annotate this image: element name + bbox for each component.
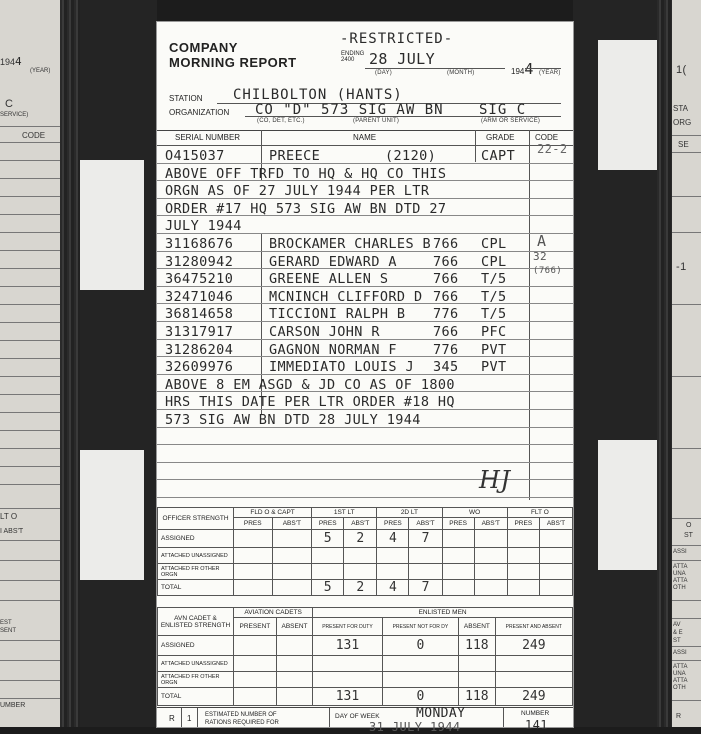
soldier-name: TICCIONI RALPH B bbox=[269, 306, 406, 323]
soldier-name: MCNINCH CLIFFORD D bbox=[269, 288, 423, 305]
remark-line bbox=[157, 181, 573, 199]
officer-count-cell bbox=[272, 530, 312, 548]
right-assi: ASSI bbox=[673, 549, 687, 555]
grade: PVT bbox=[481, 359, 507, 376]
rations-required-label: RATIONS REQUIRED FOR bbox=[205, 720, 279, 726]
margin-note-c: (766) bbox=[533, 266, 563, 276]
officer-count-cell bbox=[539, 530, 572, 548]
entry-extra: (2120) bbox=[385, 148, 437, 164]
soldier-name: GAGNON NORMAN F bbox=[269, 341, 397, 358]
personnel-entry bbox=[157, 340, 573, 358]
morning-report-card bbox=[157, 22, 573, 734]
enlisted-count-cell bbox=[234, 688, 277, 706]
officer-count-cell bbox=[272, 580, 312, 596]
abst-label: I ABS'T bbox=[0, 528, 24, 535]
year-prefix: 194 bbox=[511, 67, 525, 76]
enlisted-count-cell: 0 bbox=[382, 636, 458, 656]
officer-count-cell bbox=[474, 580, 507, 596]
officer-count-cell bbox=[474, 564, 507, 580]
officer-count-cell bbox=[539, 548, 572, 564]
restricted-stamp: -RESTRICTED- bbox=[340, 31, 454, 47]
station-value: CHILBOLTON (HANTS) bbox=[233, 87, 403, 103]
soldier-name: GREENE ALLEN S bbox=[269, 271, 389, 288]
enl-row-attached-fr: ATTACHED FR OTHER ORGN bbox=[158, 672, 234, 688]
remark-text: ABOVE 8 EM ASGD & JD CO AS OF 1800 bbox=[165, 376, 455, 393]
enlisted-count-cell bbox=[459, 672, 495, 688]
company-label: COMPANY bbox=[169, 40, 238, 55]
present-for-duty-header: PRESENT FOR DUTY bbox=[313, 618, 382, 636]
officer-count-cell: 2 bbox=[344, 580, 377, 596]
sub-header: ABS'T bbox=[344, 518, 377, 530]
right-top-text: 1( bbox=[676, 64, 687, 76]
mos-code: 766 bbox=[433, 236, 459, 252]
enlisted-count-cell bbox=[495, 672, 572, 688]
right-av: AV bbox=[673, 622, 681, 628]
mos-code: 776 bbox=[433, 341, 459, 358]
cadet-absent-header: ABSENT bbox=[276, 618, 312, 636]
grade-header: GRADE bbox=[486, 133, 515, 142]
service-value: C bbox=[5, 98, 14, 110]
group-1st-lt: 1ST LT bbox=[312, 508, 377, 518]
sub-header: PRES bbox=[312, 518, 344, 530]
group-flt-o: FLT O bbox=[507, 508, 572, 518]
row-total: TOTAL bbox=[158, 580, 234, 596]
officer-strength-table bbox=[157, 507, 573, 596]
serial-number: 32609976 bbox=[165, 359, 234, 376]
officer-count-cell bbox=[507, 564, 539, 580]
left-adjacent-card bbox=[0, 0, 60, 727]
personnel-entry bbox=[157, 234, 573, 252]
right-se: SE bbox=[678, 140, 689, 149]
absent-label: SENT bbox=[0, 628, 17, 634]
enlisted-count-cell bbox=[382, 672, 458, 688]
enlisted-count-cell bbox=[234, 636, 277, 656]
enlisted-men-header: ENLISTED MEN bbox=[313, 608, 573, 618]
grade: CAPT bbox=[481, 148, 516, 164]
right-light-panel bbox=[598, 40, 658, 170]
year-field bbox=[511, 60, 534, 78]
cadet-present-header: PRESENT bbox=[234, 618, 277, 636]
sub-header: PRES bbox=[507, 518, 539, 530]
right-atta2: ATTA bbox=[673, 578, 688, 584]
officer-count-cell: 2 bbox=[344, 530, 377, 548]
row-assigned: ASSIGNED bbox=[158, 530, 234, 548]
mos-code: 766 bbox=[433, 324, 459, 340]
enlisted-strength-table bbox=[157, 607, 573, 706]
organization-value: CO "D" 573 SIG AW BN bbox=[255, 102, 444, 118]
mos-code: 766 bbox=[433, 253, 459, 270]
serial-number: O415037 bbox=[165, 148, 225, 164]
number-value: 141 bbox=[525, 718, 548, 732]
right-st2: ST bbox=[673, 638, 681, 644]
enlisted-count-cell bbox=[276, 656, 312, 672]
officer-count-cell bbox=[344, 564, 377, 580]
grade: T/5 bbox=[481, 306, 507, 323]
soldier-name: IMMEDIATO LOUIS J bbox=[269, 359, 414, 376]
remark-line bbox=[157, 375, 573, 393]
serial-number: 36475210 bbox=[165, 271, 234, 288]
year-label: (YEAR) bbox=[30, 68, 51, 74]
enlisted-count-cell bbox=[276, 672, 312, 688]
officer-count-cell bbox=[442, 530, 474, 548]
em-absent-header: ABSENT bbox=[459, 618, 495, 636]
officer-count-cell bbox=[409, 548, 442, 564]
officer-count-cell bbox=[474, 548, 507, 564]
present-label: EST bbox=[0, 620, 12, 626]
day-label: (DAY) bbox=[375, 70, 392, 76]
right-atta3: ATTA bbox=[673, 664, 688, 670]
officer-count-cell: 4 bbox=[377, 530, 409, 548]
officer-count-cell bbox=[507, 580, 539, 596]
personnel-entry bbox=[157, 252, 573, 270]
left-light-panel-2 bbox=[80, 450, 144, 580]
right-o: O bbox=[686, 522, 692, 529]
sub-header: ABS'T bbox=[409, 518, 442, 530]
estimated-rations-label: ESTIMATED NUMBER OF bbox=[205, 712, 277, 718]
mos-code: 766 bbox=[433, 271, 459, 288]
right-sta: STA bbox=[673, 104, 688, 113]
remark-line bbox=[157, 164, 573, 182]
name-header: NAME bbox=[353, 133, 377, 142]
enlisted-count-cell: 118 bbox=[459, 688, 495, 706]
personnel-entry bbox=[157, 146, 573, 164]
grade: T/5 bbox=[481, 271, 507, 288]
sub-header: ABS'T bbox=[272, 518, 312, 530]
margin-note-a: A bbox=[537, 232, 547, 250]
remark-text: ORDER #17 HQ 573 SIG AW BN DTD 27 bbox=[165, 200, 447, 217]
officer-count-cell bbox=[539, 564, 572, 580]
enl-row-assigned: ASSIGNED bbox=[158, 636, 234, 656]
co-det-label: (CO, DET, ETC.) bbox=[257, 118, 305, 124]
remark-text: 573 SIG AW BN DTD 28 JULY 1944 bbox=[165, 412, 421, 428]
serial-number: 36814658 bbox=[165, 306, 234, 323]
soldier-name: BROCKAMER CHARLES B bbox=[269, 236, 432, 252]
present-and-absent-header: PRESENT AND ABSENT bbox=[495, 618, 572, 636]
officer-count-cell bbox=[442, 548, 474, 564]
soldier-name: CARSON JOHN R bbox=[269, 324, 380, 340]
arm-service-label: (ARM OR SERVICE) bbox=[481, 118, 541, 124]
sub-header: PRES bbox=[234, 518, 273, 530]
officer-count-cell bbox=[539, 580, 572, 596]
soldier-name: PREECE bbox=[269, 148, 321, 164]
officer-count-cell bbox=[234, 548, 273, 564]
sub-header: ABS'T bbox=[539, 518, 572, 530]
right-una2: UNA bbox=[673, 671, 686, 677]
ending-time: 2400 bbox=[341, 57, 355, 63]
officer-count-cell bbox=[377, 564, 409, 580]
station-label: STATION bbox=[169, 94, 203, 103]
officer-count-cell bbox=[272, 548, 312, 564]
right-st: ST bbox=[684, 532, 693, 539]
remark-text: ABOVE OFF TRFD TO HQ & HQ CO THIS bbox=[165, 165, 447, 182]
footer-one: 1 bbox=[187, 714, 192, 723]
enlisted-count-cell: 0 bbox=[382, 688, 458, 706]
officer-count-cell: 4 bbox=[377, 580, 409, 596]
grade: CPL bbox=[481, 253, 507, 270]
officer-count-cell bbox=[377, 548, 409, 564]
officer-count-cell: 7 bbox=[409, 580, 442, 596]
mos-code: 766 bbox=[433, 288, 459, 305]
present-not-for-duty-header: PRESENT NOT FOR DY bbox=[382, 618, 458, 636]
year-digit: 4 bbox=[524, 60, 534, 78]
soldier-name: GERARD EDWARD A bbox=[269, 253, 397, 270]
enlisted-count-cell bbox=[313, 656, 382, 672]
remark-line bbox=[157, 410, 573, 428]
officer-count-cell bbox=[507, 548, 539, 564]
enl-row-total: TOTAL bbox=[158, 688, 234, 706]
left-background bbox=[80, 0, 157, 727]
serial-number: 31168676 bbox=[165, 236, 234, 252]
officer-count-cell bbox=[507, 530, 539, 548]
year-label: (YEAR) bbox=[539, 70, 561, 76]
officer-count-cell bbox=[442, 580, 474, 596]
remark-text: HRS THIS DATE PER LTR ORDER #18 HQ bbox=[165, 394, 455, 411]
officer-count-cell bbox=[234, 564, 273, 580]
enlisted-count-cell bbox=[313, 672, 382, 688]
officer-count-cell bbox=[409, 564, 442, 580]
right-atta4: ATTA bbox=[673, 678, 688, 684]
group-wo: WO bbox=[442, 508, 507, 518]
grade: PVT bbox=[481, 341, 507, 358]
group-2d-lt: 2D LT bbox=[377, 508, 442, 518]
enlisted-count-cell: 118 bbox=[459, 636, 495, 656]
morning-report-label: MORNING REPORT bbox=[169, 55, 297, 70]
aviation-cadets-header: AVIATION CADETS bbox=[234, 608, 313, 618]
serial-number: 31317917 bbox=[165, 324, 234, 340]
officer-count-cell bbox=[234, 580, 273, 596]
sub-header: ABS'T bbox=[474, 518, 507, 530]
enlisted-count-cell: 131 bbox=[313, 636, 382, 656]
mos-code: 345 bbox=[433, 359, 459, 376]
left-light-panel bbox=[80, 160, 144, 290]
code-note: 22-2 bbox=[537, 142, 568, 156]
enlisted-count-cell bbox=[276, 688, 312, 706]
report-date: 28 JULY bbox=[369, 50, 436, 68]
remark-text: JULY 1944 bbox=[165, 218, 242, 235]
serial-number-header: SERIAL NUMBER bbox=[175, 133, 241, 142]
service-value: SIG C bbox=[479, 102, 527, 118]
organization-label: ORGANIZATION bbox=[169, 108, 230, 117]
personnel-entry bbox=[157, 287, 573, 305]
serial-number: 32471046 bbox=[165, 288, 234, 305]
officer-count-cell bbox=[474, 530, 507, 548]
enlisted-strength-title: AVN CADET & ENLISTED STRENGTH bbox=[158, 608, 234, 636]
grade: CPL bbox=[481, 236, 507, 252]
right-org: ORG bbox=[673, 118, 692, 127]
personnel-entry bbox=[157, 322, 573, 340]
enlisted-count-cell bbox=[234, 672, 277, 688]
service-label: SERVICE) bbox=[0, 112, 29, 118]
right-una: UNA bbox=[673, 571, 686, 577]
fld-o-label: LT O bbox=[0, 512, 18, 521]
right-r: R bbox=[676, 713, 682, 720]
serial-number: 31280942 bbox=[165, 253, 234, 270]
officer-count-cell: 5 bbox=[312, 580, 344, 596]
grade: T/5 bbox=[481, 288, 507, 305]
ending-label: ENDING bbox=[341, 51, 365, 57]
enl-row-attached-unassigned: ATTACHED UNASSIGNED bbox=[158, 656, 234, 672]
day-of-week-label: DAY OF WEEK bbox=[335, 713, 380, 720]
footer-r: R bbox=[169, 714, 175, 723]
year-digit: 4 bbox=[15, 55, 23, 68]
officer-count-cell bbox=[234, 530, 273, 548]
right-light-panel-2 bbox=[598, 440, 658, 570]
enlisted-count-cell: 249 bbox=[495, 688, 572, 706]
number-label: UMBER bbox=[0, 702, 26, 709]
officer-count-cell bbox=[272, 564, 312, 580]
enlisted-count-cell bbox=[382, 656, 458, 672]
left-file-strip bbox=[60, 0, 80, 727]
officer-count-cell bbox=[344, 548, 377, 564]
grade: PFC bbox=[481, 324, 507, 340]
initials-signature: HJ bbox=[479, 466, 511, 494]
row-attached-unassigned: ATTACHED UNASSIGNED bbox=[158, 548, 234, 564]
right-dash: -1 bbox=[676, 261, 687, 273]
enlisted-count-cell bbox=[459, 656, 495, 672]
enlisted-count-cell bbox=[234, 656, 277, 672]
right-oth: OTH bbox=[673, 585, 686, 591]
officer-count-cell bbox=[312, 564, 344, 580]
right-oth2: OTH bbox=[673, 685, 686, 691]
remark-line bbox=[157, 199, 573, 217]
serial-number: 31286204 bbox=[165, 341, 234, 358]
mos-code: 776 bbox=[433, 306, 459, 323]
number-label: NUMBER bbox=[521, 710, 550, 717]
enlisted-count-cell bbox=[495, 656, 572, 672]
right-file-strip bbox=[657, 0, 672, 727]
remark-text: ORGN AS OF 27 JULY 1944 PER LTR bbox=[165, 183, 430, 200]
row-attached-fr: ATTACHED FR OTHER ORGN bbox=[158, 564, 234, 580]
code-header: CODE bbox=[535, 133, 559, 142]
right-atta: ATTA bbox=[673, 564, 688, 570]
officer-count-cell: 7 bbox=[409, 530, 442, 548]
officer-count-cell: 5 bbox=[312, 530, 344, 548]
personnel-entry bbox=[157, 304, 573, 322]
remark-line bbox=[157, 216, 573, 234]
personnel-entry bbox=[157, 357, 573, 375]
right-and-e: & E bbox=[673, 630, 683, 636]
personnel-entry bbox=[157, 269, 573, 287]
officer-count-cell bbox=[312, 548, 344, 564]
sub-header: PRES bbox=[377, 518, 409, 530]
officer-count-cell bbox=[442, 564, 474, 580]
margin-note-b: 32 bbox=[533, 250, 548, 263]
right-adjacent-card bbox=[672, 0, 701, 727]
year-text: 194 bbox=[0, 57, 16, 67]
day-of-week-value: MONDAY bbox=[416, 706, 466, 721]
enlisted-count-cell: 131 bbox=[313, 688, 382, 706]
right-assi2: ASSI bbox=[673, 650, 687, 656]
enlisted-count-cell bbox=[276, 636, 312, 656]
parent-unit-label: (PARENT UNIT) bbox=[353, 118, 400, 124]
remark-line bbox=[157, 392, 573, 410]
officer-strength-title: OFFICER STRENGTH bbox=[158, 508, 234, 530]
code-label: CODE bbox=[22, 131, 46, 140]
enlisted-count-cell: 249 bbox=[495, 636, 572, 656]
footer-date: 31 JULY 1944 bbox=[369, 720, 461, 734]
sub-header: PRES bbox=[442, 518, 474, 530]
month-label: (MONTH) bbox=[447, 70, 475, 76]
group-fld-o: FLD O & CAPT bbox=[234, 508, 312, 518]
